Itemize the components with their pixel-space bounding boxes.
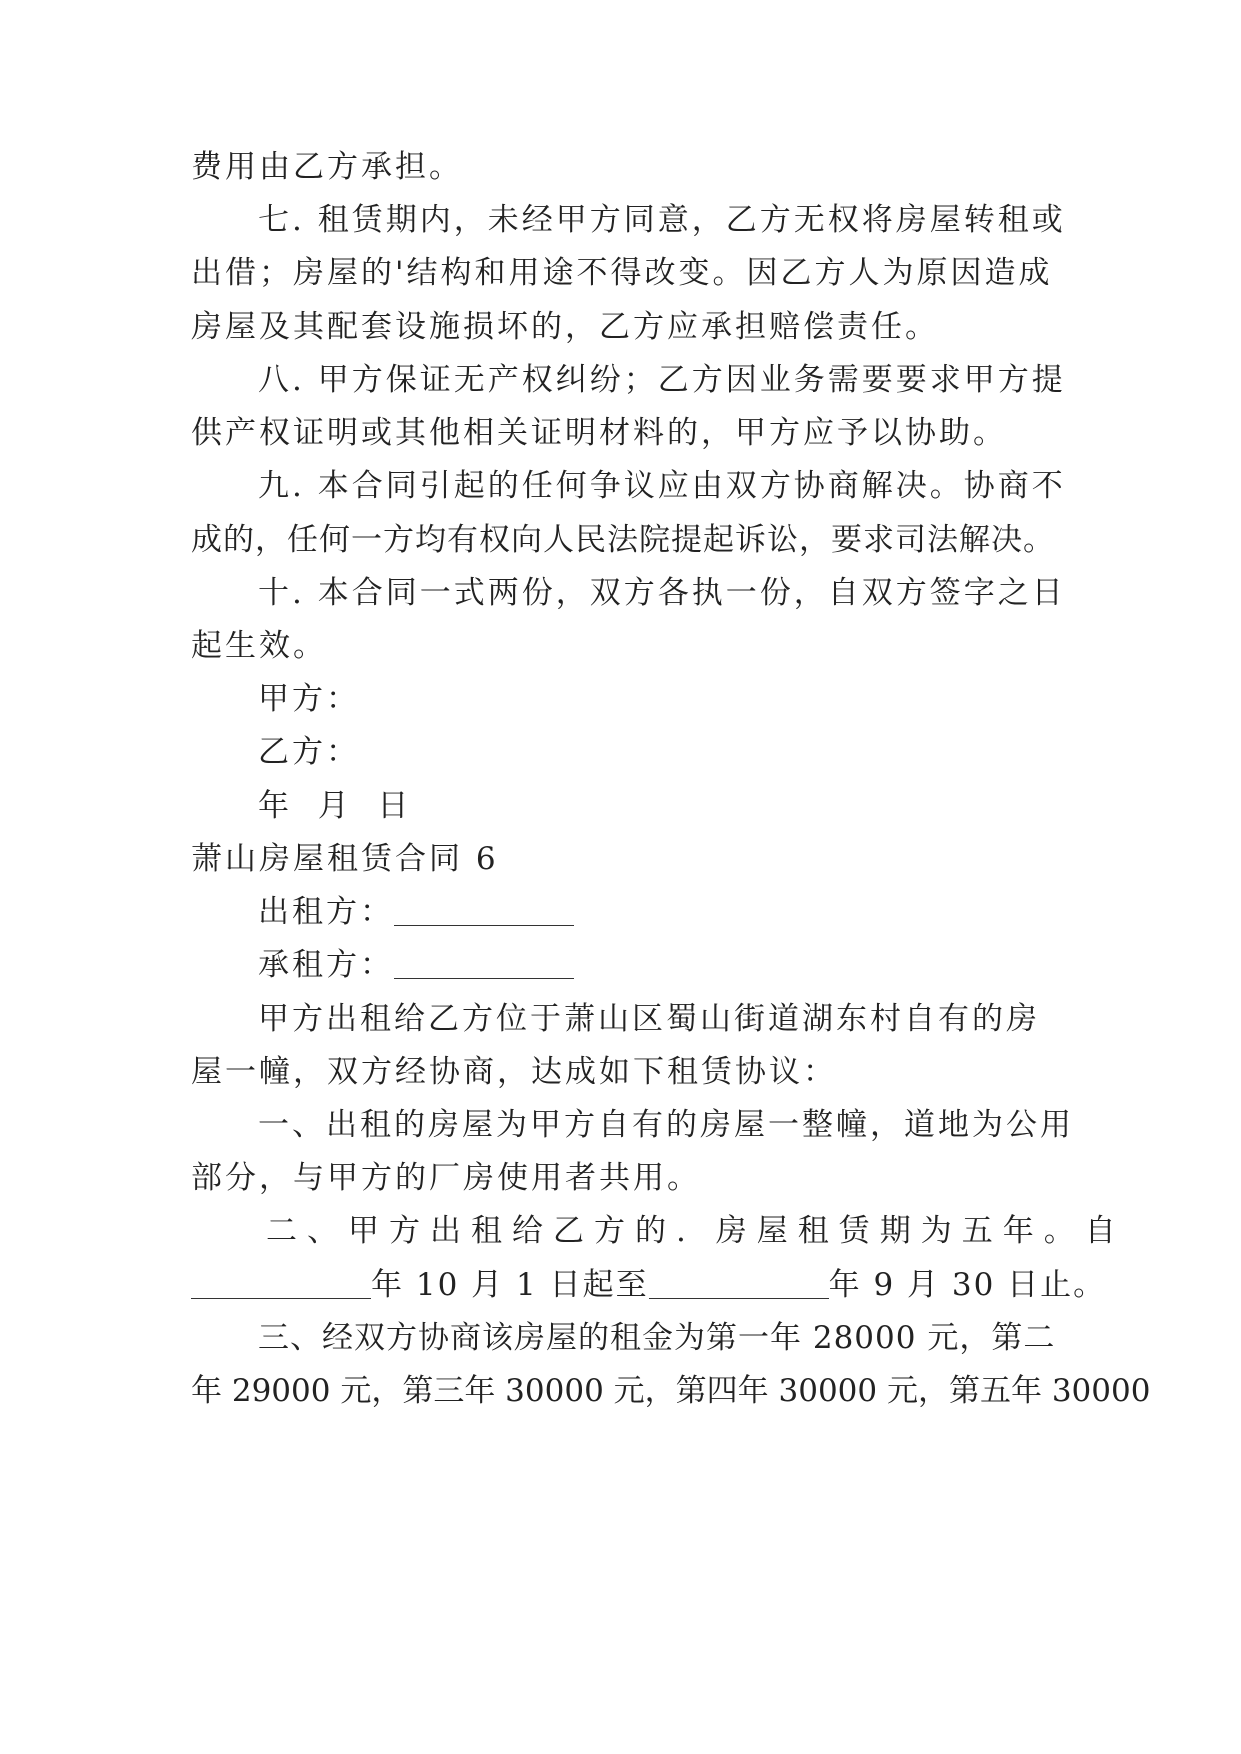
line-text: 承租方： <box>258 947 394 983</box>
text-line <box>0 297 1241 357</box>
blank-underline <box>394 891 574 926</box>
blank-underline <box>191 1264 371 1299</box>
line-text: 三、经双方协商该房屋的租金为第一年 28000 元，第二 <box>258 1320 1056 1356</box>
blank-underline <box>394 944 574 979</box>
lease-period-line <box>0 1255 1241 1315</box>
line-text: 二、甲方出租给乙方的. 房屋租赁期为五年。自 <box>266 1213 1126 1249</box>
line-text: 年 10 月 1 日起至 <box>371 1267 649 1303</box>
text-line <box>0 403 1241 463</box>
text-line <box>0 616 1241 676</box>
line-text: 甲方： <box>258 681 360 717</box>
text-line <box>0 563 1241 623</box>
line-text: 供产权证明或其他相关证明材料的，甲方应予以协助。 <box>191 415 1007 451</box>
signature-party-a <box>0 669 1241 729</box>
text-line <box>0 1095 1241 1155</box>
line-text: 一、出租的房屋为甲方自有的房屋一整幢，道地为公用 <box>258 1107 1074 1143</box>
blank-underline <box>649 1264 829 1299</box>
text-line <box>0 456 1241 516</box>
lessee-line <box>0 935 1241 995</box>
text-line <box>0 1201 1241 1261</box>
text-line <box>0 137 1241 197</box>
line-text: 八. 甲方保证无产权纠纷；乙方因业务需要要求甲方提 <box>258 362 1066 398</box>
text-line <box>0 1308 1241 1368</box>
line-text: 起生效。 <box>191 628 327 664</box>
line-text: 甲方出租给乙方位于萧山区蜀山街道湖东村自有的房 <box>258 1001 1040 1037</box>
signature-party-b <box>0 722 1241 782</box>
text-line <box>0 350 1241 410</box>
text-line <box>0 1042 1241 1102</box>
line-text: 萧山房屋租赁合同 6 <box>191 841 499 877</box>
line-text: 年 9 月 30 日止。 <box>828 1267 1107 1303</box>
text-line <box>0 510 1241 570</box>
section-title <box>0 829 1241 889</box>
line-text: 年 月 日 <box>258 788 412 824</box>
line-text: 九. 本合同引起的任何争议应由双方协商解决。协商不 <box>258 468 1066 504</box>
line-text: 出借；房屋的'结构和用途不得改变。因乙方人为原因造成 <box>191 255 1053 291</box>
text-line <box>0 1361 1241 1421</box>
line-text: 乙方： <box>258 734 360 770</box>
line-text: 房屋及其配套设施损坏的，乙方应承担赔偿责任。 <box>191 309 939 345</box>
text-line <box>0 243 1241 303</box>
line-text: 部分，与甲方的厂房使用者共用。 <box>191 1160 701 1196</box>
text-line <box>0 989 1241 1049</box>
line-text: 七. 租赁期内，未经甲方同意，乙方无权将房屋转租或 <box>258 202 1066 238</box>
line-text: 出租方： <box>258 894 394 930</box>
line-text: 十. 本合同一式两份，双方各执一份，自双方签字之日 <box>258 575 1066 611</box>
line-text: 费用由乙方承担。 <box>191 149 463 185</box>
text-line <box>0 190 1241 250</box>
line-text: 屋一幢，双方经协商，达成如下租赁协议： <box>191 1054 837 1090</box>
line-text: 成的，任何一方均有权向人民法院提起诉讼，要求司法解决。 <box>191 522 1055 558</box>
signature-date <box>0 776 1241 836</box>
line-text: 年 29000 元，第三年 30000 元，第四年 30000 元，第五年 30000 <box>191 1373 1151 1409</box>
lessor-line <box>0 882 1241 942</box>
text-line <box>0 1148 1241 1208</box>
